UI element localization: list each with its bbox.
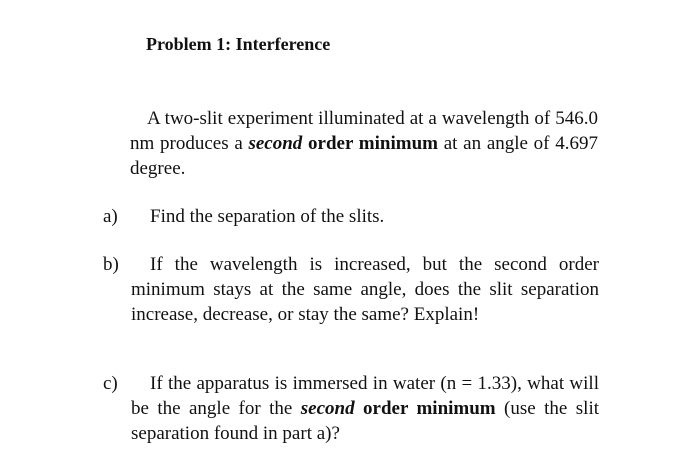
question-c-text-end: (use the slit separation found in part a)?: [131, 398, 599, 444]
statement-text-end: at an angle of 4.697 degree.: [130, 133, 598, 179]
statement-emphasis-second: second: [248, 133, 303, 154]
question-c: [103, 371, 599, 446]
question-c-emphasis-second: second: [300, 398, 355, 419]
question-a: [103, 204, 599, 229]
question-c-text: [131, 371, 599, 446]
question-b-text: If the wavelength is increased, but the second order minimum stays at the same angle, does the slit separation increase, decrease, or stay the same? Explain!: [131, 254, 599, 325]
question-b-label: b): [103, 254, 119, 275]
question-c-text-start: If the apparatus is immersed in water (n = 1.33), what will be the angle for the: [131, 373, 599, 419]
problem-statement: [130, 106, 598, 181]
question-c-emphasis-order-minimum: order minimum: [363, 398, 496, 419]
statement-text: A two-slit experiment illuminated at a wavelength of 546.0 nm produces a: [130, 108, 598, 154]
problem-title: Problem 1: Interference: [146, 34, 331, 54]
question-b: [103, 252, 599, 327]
question-a-label: a): [103, 206, 118, 227]
question-c-label: c): [103, 373, 118, 394]
question-a-text: Find the separation of the slits.: [150, 206, 385, 227]
statement-emphasis-order-minimum: order minimum: [308, 133, 438, 154]
question-c-space: [355, 398, 363, 419]
